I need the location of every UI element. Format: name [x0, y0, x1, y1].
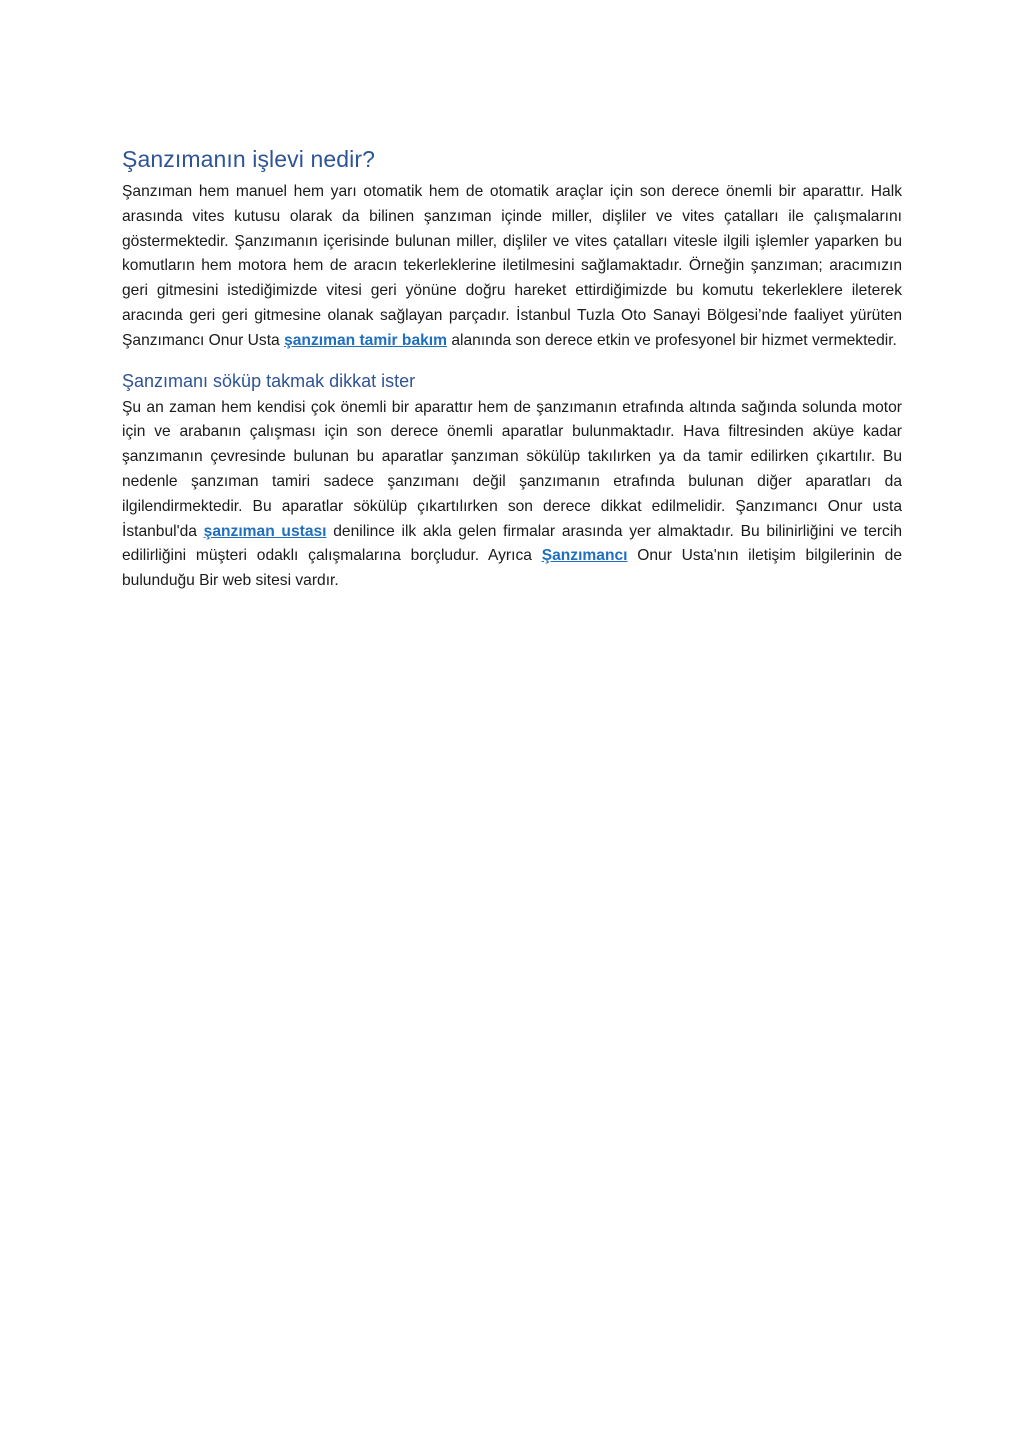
link-sanziman-ustasi[interactable]: şanzıman ustası	[203, 522, 327, 540]
link-sanzimanci[interactable]: Şanzımancı	[541, 547, 628, 565]
paragraph-text: Onur Usta'nın iletişim bilgilerinin de bulunduğu Bir web sitesi vardır.	[122, 547, 902, 590]
paragraph-text: alanında son derece etkin ve profesyonel bir hizmet vermektedir.	[447, 331, 897, 349]
paragraph-text: Şu an zaman hem kendisi çok önemli bir aparattır hem de şanzımanın etrafında altında sağında solunda motor için ve arabanın çalışması için son derece önemli aparatlar bulunmaktadır. Hava filtresinden aküye kadar şanzımanın çevresinde bulunan bu aparatlar şanzıman sökülüp takılırken ya da tamir edilirken çıkartılır. Bu nedenle şanzıman tamiri sadece şanzımanı değil şanzımanın etrafında bulunan diğer aparatları da ilgilendirmektedir. Bu aparatlar sökülüp çıkartılırken son derece dikkat edilmelidir. Şanzımancı Onur usta İstanbul'da	[122, 398, 902, 540]
section-heading-islevi: Şanzımanın işlevi nedir?	[122, 146, 375, 172]
document-page	[122, 142, 902, 594]
link-sanziman-tamir-bakim[interactable]: şanzıman tamir bakım	[284, 331, 448, 349]
paragraph-text: Şanzıman hem manuel hem yarı otomatik hem de otomatik araçlar için son derece önemli bir aparattır. Halk arasında vites kutusu olarak da bilinen şanzıman içinde miller, dişliler ve vites çatalları ile çalışmalarını göstermektedir. Şanzımanın içerisinde bulunan miller, dişliler ve vites çatalları vitesle ilgili işlemler yaparken bu komutların hem motora hem de aracın tekerleklerine iletilmesini sağlamaktadır. Örneğin şanzıman; aracımızın geri gitmesini istediğimizde vitesi geri yönüne doğru hareket ettirdiğimizde bu komutu tekerleklere ileterek aracında geri geri gitmesine olanak sağlayan parçadır. İstanbul Tuzla Oto Sanayi Bölgesi’nde faaliyet yürüten Şanzımancı Onur Usta	[122, 183, 902, 349]
paragraph-text: denilince ilk akla gelen firmalar arasında yer almaktadır. Bu bilinirliğini ve tercih edilirliğini müşteri odaklı çalışmalarına borçludur. Ayrıca	[122, 522, 902, 565]
section-paragraph-islevi	[122, 180, 902, 354]
section-paragraph-sokup-takmak	[122, 396, 902, 594]
section-heading-sokup-takmak: Şanzımanı söküp takmak dikkat ister	[122, 370, 416, 391]
